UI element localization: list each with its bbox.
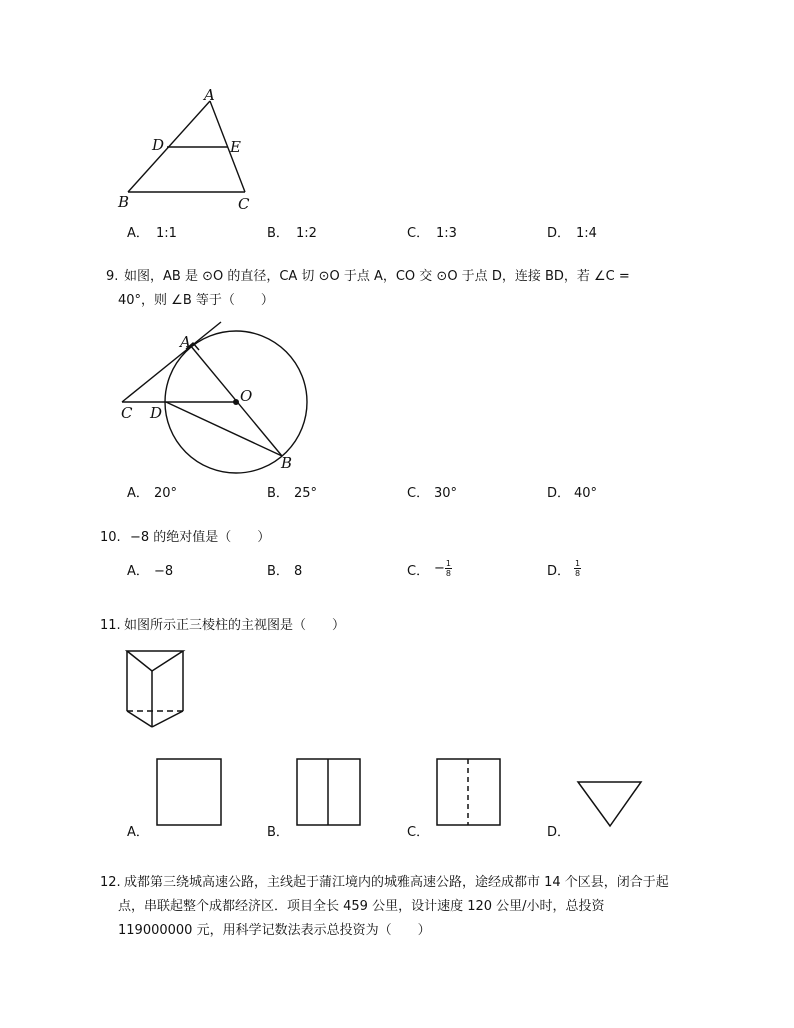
q10-option-b-text: 8 (294, 564, 303, 579)
q8-label-e: E (230, 138, 241, 156)
q10-option-d-numerator: 1 (575, 559, 581, 568)
q8-option-a-text: 1:1 (156, 226, 177, 241)
q9-option-a-letter[interactable]: A． (127, 486, 149, 501)
q8-label-d: D (152, 136, 165, 154)
q11-option-d-triangle (578, 782, 641, 826)
q9-label-b: B (281, 454, 293, 472)
q11-option-a-square (157, 759, 221, 825)
q10-option-b-letter[interactable]: B． (267, 564, 289, 579)
q9-stem-line1: 如图，AB 是 ⊙O 的直径，CA 切 ⊙O 于点 A，CO 交 ⊙O 于点 D，连接 BD，若 ∠C = (124, 269, 630, 284)
q8-option-d-letter[interactable]: D． (547, 226, 571, 241)
q8-option-b-letter[interactable]: B． (267, 226, 289, 241)
q8-option-c-text: 1:3 (436, 226, 457, 241)
q9-label-a: A (180, 333, 191, 351)
q10-option-a-letter[interactable]: A． (127, 564, 149, 579)
q9-option-c-letter[interactable]: C． (407, 486, 430, 501)
q10-option-c-denominator: 8 (445, 569, 451, 578)
q8-option-c-letter[interactable]: C． (407, 226, 430, 241)
q9-option-d-letter[interactable]: D． (547, 486, 571, 501)
q9-label-o: O (240, 387, 253, 405)
q8-option-a-letter[interactable]: A． (127, 226, 149, 241)
q8-option-d-text: 1:4 (576, 226, 597, 241)
q9-option-b-letter[interactable]: B． (267, 486, 289, 501)
q8-option-b-text: 1:2 (296, 226, 317, 241)
q10-option-d-letter[interactable]: D． (547, 564, 571, 579)
q10-option-c-numerator: 1 (445, 559, 451, 568)
q10-stem: −8 的绝对值是（ ） (130, 530, 271, 545)
q9-option-d-text: 40° (574, 486, 598, 501)
q8-label-b: B (118, 193, 130, 211)
q11-option-d-letter[interactable]: D． (547, 825, 571, 840)
q12-stem-line1: 成都第三绕城高速公路，主线起于蒲江境内的城雅高速公路，途经成都市 14 个区县，闭合于起 (124, 875, 669, 890)
q11-option-b-letter[interactable]: B． (267, 825, 289, 840)
q9-option-c-text: 30° (434, 486, 458, 501)
q12-stem-line3: 119000000 元，用科学记数法表示总投资为（ ） (118, 923, 431, 938)
q8-label-a: A (204, 86, 215, 104)
q9-option-b-text: 25° (294, 486, 318, 501)
q9-label-c: C (121, 404, 133, 422)
q10-option-c-sign: − (434, 561, 445, 576)
q12-stem-line2: 点，串联起整个成都经济区．项目全长 459 公里，设计速度 120 公里/小时，总投资 (118, 899, 605, 914)
q8-label-c: C (238, 195, 250, 213)
q11-option-a-letter[interactable]: A． (127, 825, 149, 840)
q11-option-c-letter[interactable]: C． (407, 825, 430, 840)
q10-option-a-text: −8 (154, 564, 174, 579)
q11-stem: 如图所示正三棱柱的主视图是（ ） (124, 618, 346, 633)
q10-option-d-denominator: 8 (575, 569, 581, 578)
q10-number: 10. (100, 530, 121, 545)
q9-option-a-text: 20° (154, 486, 178, 501)
q10-option-c-letter[interactable]: C． (407, 564, 430, 579)
q12-number: 12. (100, 875, 121, 890)
q9-label-d: D (150, 404, 163, 422)
q9-number: 9. (106, 269, 119, 284)
q11-number: 11. (100, 618, 121, 633)
q9-stem-line2: 40°，则 ∠B 等于（ ） (118, 293, 274, 308)
